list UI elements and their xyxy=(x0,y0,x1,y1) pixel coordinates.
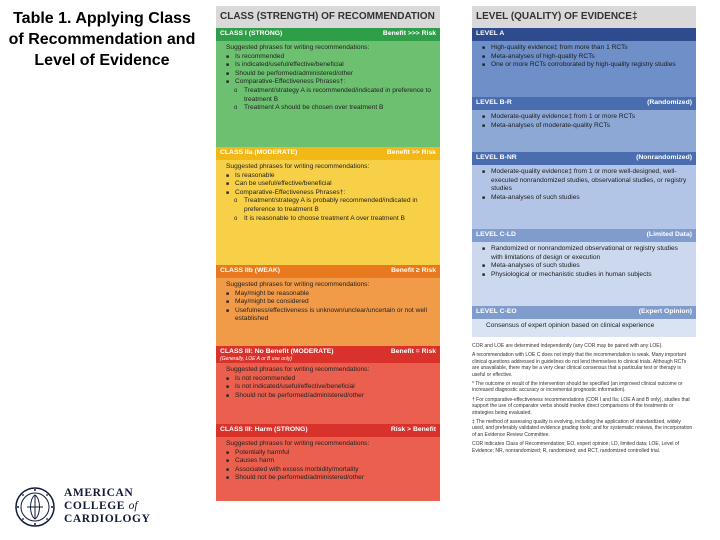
class-note: (Generally, LOE A or B use only) xyxy=(216,356,440,363)
acc-logo xyxy=(14,486,174,528)
logo-word: of xyxy=(128,500,138,512)
level-c-ld-band xyxy=(472,229,696,242)
acc-seal-icon xyxy=(14,486,58,528)
list-item: ■ Meta-analyses of high-quality RCTs xyxy=(482,53,690,62)
footnote: COR and LOE are determined independently (any COR may be paired with any LOE). xyxy=(472,343,663,349)
footnotes xyxy=(472,337,696,454)
level-tag: (Limited Data) xyxy=(646,231,692,238)
class-iib-band xyxy=(216,265,440,278)
footnote: * The outcome or result of the intervention should be specified (an improved clinical outcome or increased diagnostic accuracy or incremental prognostic information). xyxy=(472,381,683,394)
phrases-intro: Suggested phrases for writing recommendations: xyxy=(226,440,370,447)
level-tag: (Nonrandomized) xyxy=(636,154,692,161)
list-subitem: o It is reasonable to choose treatment A over treatment B xyxy=(226,215,434,224)
footnote: COR indicates Class of Recommendation; EO, expert opinion; LD, limited data; LOE, Level of Evidence; NR, nonrandomized; R, randomized; and RCT, randomized controlled trial. xyxy=(472,441,680,454)
class-label: CLASS III: Harm (STRONG) xyxy=(220,426,308,433)
list-item: ■ Potentially harmful xyxy=(226,449,434,458)
list-item: ■ High-quality evidence‡ from more than 1 RCTs xyxy=(482,44,690,53)
logo-line: AMERICAN xyxy=(64,487,134,499)
list-item: ■ Should be performed/administered/other xyxy=(226,70,434,79)
list-item: ■ Meta-analyses of moderate-quality RCTs xyxy=(482,122,690,131)
class-iii-harm-body xyxy=(216,437,440,501)
list-item: ■ Should not be performed/administered/other xyxy=(226,392,434,401)
list-item: ■ Should not be performed/administered/other xyxy=(226,474,434,483)
list-item: ■ Is recommended xyxy=(226,53,434,62)
list-item: ■ Meta-analyses of such studies xyxy=(482,262,690,271)
logo-line: CARDIOLOGY xyxy=(64,513,151,525)
slide-title: Table 1. Applying Class of Recommendation and Level of Evidence xyxy=(8,10,196,69)
list-item: ■ May/might be considered xyxy=(226,298,434,307)
list-subitem: o Treatment/strategy A is recommended/indicated in preference to treatment B xyxy=(226,87,434,104)
class-i-band xyxy=(216,28,440,41)
logo-line xyxy=(64,500,151,513)
level-c-ld-body xyxy=(472,242,696,306)
list-item: ■ Associated with excess morbidity/mortality xyxy=(226,466,434,475)
cor-column xyxy=(216,6,440,532)
list-subitem: o Treatment/strategy A is probably recommended/indicated in preference to treatment B xyxy=(226,197,434,214)
cor-header: CLASS (STRENGTH) OF RECOMMENDATION xyxy=(216,6,440,28)
list-item: ■ Can be useful/effective/beneficial xyxy=(226,180,434,189)
class-label: CLASS IIa (MODERATE) xyxy=(220,149,298,156)
level-label: LEVEL B-NR xyxy=(476,154,517,161)
logo-text xyxy=(64,487,151,526)
list-item: ■ Comparative-Effectiveness Phrases†: xyxy=(226,189,434,198)
list-item: ■ Moderate-quality evidence‡ from 1 or more RCTs xyxy=(482,113,690,122)
list-item: ■ Usefulness/effectiveness is unknown/unclear/uncertain or not well established xyxy=(226,307,434,324)
phrases-intro: Suggested phrases for writing recommendations: xyxy=(226,281,370,288)
list-item: ■ Is indicated/useful/effective/beneficial xyxy=(226,61,434,70)
benefit-label: Benefit >> Risk xyxy=(386,149,436,156)
class-iib-body xyxy=(216,278,440,346)
level-tag: (Expert Opinion) xyxy=(638,308,692,315)
list-item: ■ Comparative-Effectiveness Phrases†: xyxy=(226,78,434,87)
level-c-eo-body: Consensus of expert opinion based on clinical experience xyxy=(472,319,696,337)
footnote: A recommendation with LOE C does not imply that the recommendation is weak. Many important clinical questions addressed in guidelines do not lend themselves to clinical trials. Although RCTs are unavailable, there may be a very clear clinical consensus that a particular test or therapy is useful or effective. xyxy=(472,352,687,378)
level-label: LEVEL C-LD xyxy=(476,231,516,238)
list-item: ■ Is not recommended xyxy=(226,375,434,384)
phrases-intro: Suggested phrases for writing recommendations: xyxy=(226,44,370,51)
class-iii-harm-band xyxy=(216,424,440,437)
list-item: ■ Is reasonable xyxy=(226,172,434,181)
loe-column xyxy=(472,6,696,532)
class-label: CLASS III: No Benefit (MODERATE) xyxy=(220,348,334,355)
list-item: ■ Causes harm xyxy=(226,457,434,466)
level-b-nr-band xyxy=(472,152,696,165)
logo-word: COLLEGE xyxy=(64,500,126,512)
class-label: CLASS IIb (WEAK) xyxy=(220,267,281,274)
phrases-intro: Suggested phrases for writing recommendations: xyxy=(226,366,370,373)
benefit-label: Benefit >>> Risk xyxy=(382,30,436,37)
list-item: ■ May/might be reasonable xyxy=(226,290,434,299)
list-subitem: o Treatment A should be chosen over treatment B xyxy=(226,104,434,113)
phrases-intro: Suggested phrases for writing recommendations: xyxy=(226,163,370,170)
class-i-body xyxy=(216,41,440,147)
level-a-band xyxy=(472,28,696,41)
benefit-label: Risk > Benefit xyxy=(390,426,436,433)
level-b-nr-body xyxy=(472,165,696,229)
class-iia-band xyxy=(216,147,440,160)
level-a-body xyxy=(472,41,696,97)
footnote: ‡ The method of assessing quality is evolving, including the application of standardized, widely used, and preferably validated evidence grading tools; and for systematic reviews, the incorporation of an Evidence Review Committee. xyxy=(472,419,693,438)
class-iia-body xyxy=(216,160,440,265)
level-label: LEVEL A xyxy=(476,30,505,37)
list-item: ■ Moderate-quality evidence‡ from 1 or more well-designed, well-executed nonrandomized studies, observational studies, or registry studies xyxy=(482,168,690,194)
list-item: ■ Is not indicated/useful/effective/beneficial xyxy=(226,383,434,392)
benefit-label: Benefit = Risk xyxy=(390,348,436,355)
class-label: CLASS I (STRONG) xyxy=(220,30,283,37)
list-item: ■ Meta-analyses of such studies xyxy=(482,194,690,203)
level-b-r-band xyxy=(472,97,696,110)
benefit-label: Benefit ≥ Risk xyxy=(391,267,436,274)
footnote: † For comparative-effectiveness recommendations (COR I and IIa; LOE A and B only), studies that support the use of comparator verbs should involve direct comparisons of the treatments or strategies being evaluated. xyxy=(472,396,690,416)
level-label: LEVEL C-EO xyxy=(476,308,517,315)
level-label: LEVEL B-R xyxy=(476,99,512,106)
class-iii-no-benefit-body xyxy=(216,363,440,424)
level-b-r-body xyxy=(472,110,696,152)
list-item: ■ One or more RCTs corroborated by high-quality registry studies xyxy=(482,61,690,70)
loe-header: LEVEL (QUALITY) OF EVIDENCE‡ xyxy=(472,6,696,28)
level-c-eo-band xyxy=(472,306,696,319)
list-item: ■ Physiological or mechanistic studies in human subjects xyxy=(482,271,690,280)
list-item: ■ Randomized or nonrandomized observational or registry studies with limitations of design or execution xyxy=(482,245,690,262)
level-tag: (Randomized) xyxy=(647,99,692,106)
